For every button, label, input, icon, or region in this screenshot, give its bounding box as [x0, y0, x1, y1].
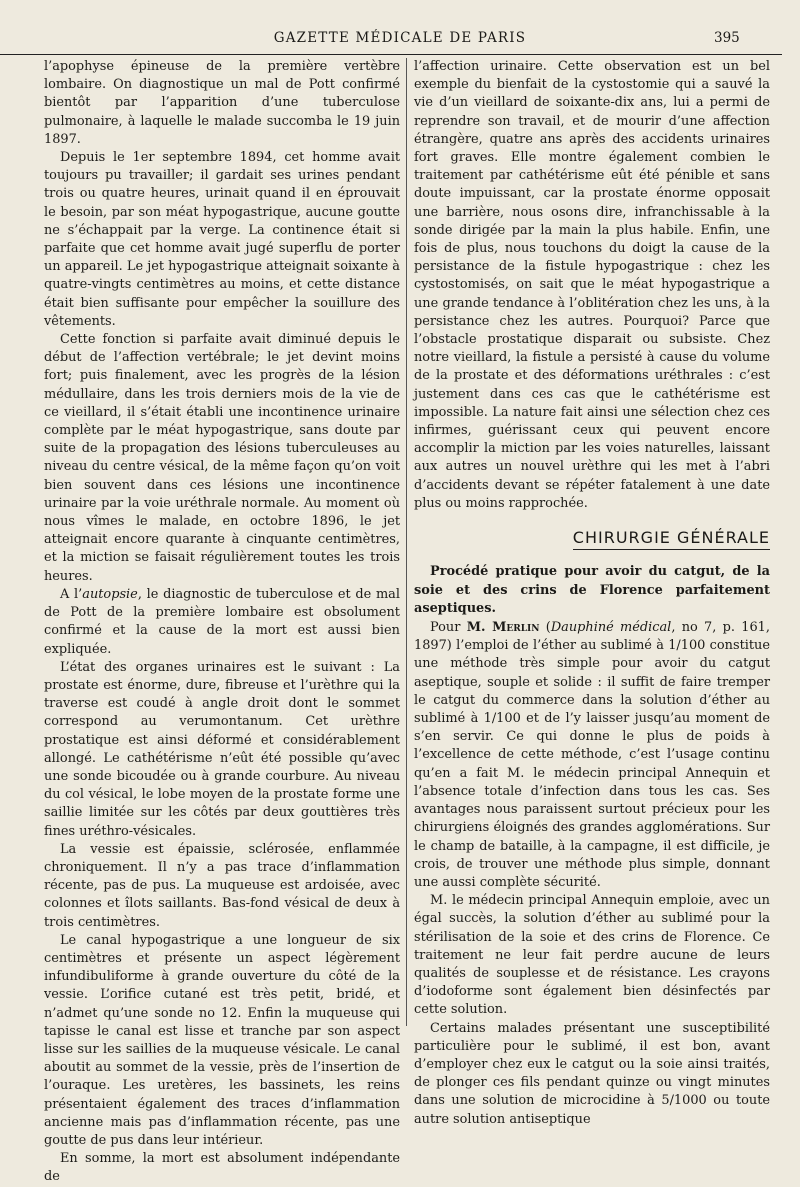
paragraph: Certains malades présentant une susceptibilité particulière pour le sublimé, il est bon, avant d’employer chez eux le catgut ou la soie ainsi traités, de plonger ces fils pendant quinze ou vingt minutes dans une solution de microcidine à 5/1000 ou toute autre solution antiseptique: [414, 1020, 770, 1127]
paragraph: En somme, la mort est absolument indépendante de: [44, 1151, 400, 1185]
source-journal: Dauphiné médical: [550, 620, 672, 636]
journal-title: GAZETTE MÉDICALE DE PARIS: [273, 30, 527, 46]
paragraph: l’apophyse épineuse de la première vertèbre lombaire. On diagnostique un mal de Pott confirmé bientôt par l’apparition d’une tuberculose pulmonaire, à laquelle le malade succomba le 19 juin 1897.: [44, 59, 400, 147]
running-header: [0, 28, 800, 50]
italic-term: autopsie: [82, 586, 138, 602]
article-title: Procédé pratique pour avoir du catgut, de la soie et des crins de Florence parfaitement aseptiques.: [414, 564, 770, 617]
text-run: , no 7, p. 161, 1897) l’emploi de l’éther au sublimé à 1/100 constitue une méthode très simple pour avoir du catgut aseptique, souple et solide : il suffit de faire tremper le catgut du commerce dans la solution d’éther au sublimé à 1/100 et de l’y laisser jusqu’au moment de s’en servir. Ce qui donne le plus de poids à l’excellence de cette méthode, c’est l’usage continu qu’en a fait M. le médecin principal Annequin et l’absence totale d’infection dans tous les cas. Ses avantages nous paraissent surtout précieux pour les chirurgiens éloignés des grandes agglomérations. Sur le champ de bataille, à la campagne, il est difficile, je crois, de trouver une méthode plus simple, donnant une aussi complète sécurité.: [414, 620, 770, 890]
text-run: A l’: [60, 586, 83, 602]
text-run: Pour: [430, 620, 461, 636]
paragraph: l’affection urinaire. Cette observation est un bel exemple du bienfait de la cystostomie qui a sauvé la vie d’un vieillard de soixante-dix ans, lui a permi de reprendre son travail, et de mourir d’une affection étrangère, quatre ans après des accidents urinaires fort graves. Elle montre également combien le traitement par cathétérisme eût été pénible et sans doute impuissant, car la prostate énorme opposait une barrière, nous osons dire, infranchissable à la sonde dirigée par la main la plus habile. Enfin, une fois de plus, nous touchons du doigt la cause de la persistance de la fistule hypogastrique : chez les cystostomisés, on sait que le méat hypogastrique a une grande tendance à l’oblitération chez les uns, à la persistance chez les autres. Pourquoi? Parce que l’obstacle prostatique disparait ou subsiste. Chez notre vieillard, la fistule a persisté à cause du volume de la prostate et des déformations uréthrales : c’est justement dans ces cas que le cathétérisme est impossible. La nature fait ainsi une sélection chez ces infirmes, guérissant ceux qui peuvent encore accomplir la miction par les voies naturelles, laissant aux autres un nouvel urèthre qui les met à l’abri d’accidents devant se répéter fatalement à une date plus ou moins rapprochée.: [414, 59, 770, 511]
author-name: M. Merlin: [466, 620, 540, 636]
paragraph: M. le médecin principal Annequin emploie, avec un égal succès, la solution d’éther au sublimé pour la stérilisation de la soie et des crins de Florence. Ce traitement ne leur fait perdre aucune de leurs qualités de souplesse et de résistance. Les crayons d’iodoforme sont également bien désinfectés par cette solution.: [414, 893, 770, 1018]
page-number: 395: [714, 30, 740, 46]
right-column: [414, 58, 770, 1129]
paragraph: [414, 619, 770, 892]
header-rule: [0, 54, 782, 55]
text-run: , le diagnostic de tuberculose et de mal de Pott de la première lombaire est obsolument confirmé et la cause de la mort est aussi bien expliquée.: [44, 586, 400, 657]
paragraph: Le canal hypogastrique a une longueur de six centimètres et présente un aspect légèrement infundibuliforme à grande ouverture du côté de la vessie. L’orifice cutané est très petit, bridé, et n’admet qu’une sonde no 12. Enfin la muqueuse qui tapisse le canal est lisse et tranche par son aspect lisse sur les saillies de la muqueuse vésicale. Le canal aboutit au sommet de la vessie, près de l’insertion de l’ouraque. Les uretères, les bassinets, les reins présentaient également des traces d’inflammation ancienne mais pas d’inflammation récente, pas une goutte de pus dans leur intérieur.: [44, 932, 400, 1148]
paragraph: Cette fonction si parfaite avait diminué depuis le début de l’affection vertébrale; le jet devint moins fort; puis finalement, avec les progrès de la lésion médullaire, dans les trois derniers mois de la vie de ce vieillard, il s’était établi une incontinence urinaire complète par le méat hypogastrique, sans doute par suite de la propagation des lésions tuberculeuses au niveau du centre vésical, de la même façon qu’on voit bien souvent dans ces lésions une incontinence urinaire par la voie uréthrale normale. Au moment où nous vîmes le malade, en octobre 1896, le jet atteignait encore quarante à cinquante centimètres, et la miction se faisait régulièrement toutes les trois heures.: [44, 332, 400, 584]
paragraph: [44, 586, 400, 659]
column-divider: [406, 58, 407, 1026]
paragraph: La vessie est épaissie, sclérosée, enflammée chroniquement. Il n’y a pas trace d’inflammation récente, pas de pus. La muqueuse est ardoisée, avec colonnes et îlots saillants. Bas-fond vésical de deux à trois centimètres.: [44, 841, 400, 930]
section-heading: [414, 529, 770, 547]
section-heading-text: CHIRURGIE GÉNÉRALE: [573, 528, 770, 550]
paragraph: L’état des organes urinaires est le suivant : La prostate est énorme, dure, fibreuse et l’urèthre qui la traverse est coudé à angle droit dont le sommet correspond au verumontanum. Cet urèthre prostatique est ainsi déformé et considérablement allongé. Le cathétérisme n’eût été possible qu’avec une sonde bicoudée ou à grande courbure. Au niveau du col vésical, le lobe moyen de la prostate forme une saillie limitée sur les côtés par deux gouttières très fines uréthro-vésicales.: [44, 659, 400, 839]
left-column: [44, 58, 400, 1187]
paragraph: Depuis le 1er septembre 1894, cet homme avait toujours pu travailler; il gardait ses urines pendant trois ou quatre heures, urinait quand il en éprouvait le besoin, par son méat hypogastrique, aucune goutte ne s’échappait par la verge. La continence était si parfaite que cet homme avait jugé superflu de porter un appareil. Le jet hypogastrique atteignait soixante à quatre-vingts centimètres au moins, et cette distance était bien suffisante pour empêcher la souillure des vêtements.: [44, 150, 400, 329]
text-run: (: [545, 620, 551, 636]
